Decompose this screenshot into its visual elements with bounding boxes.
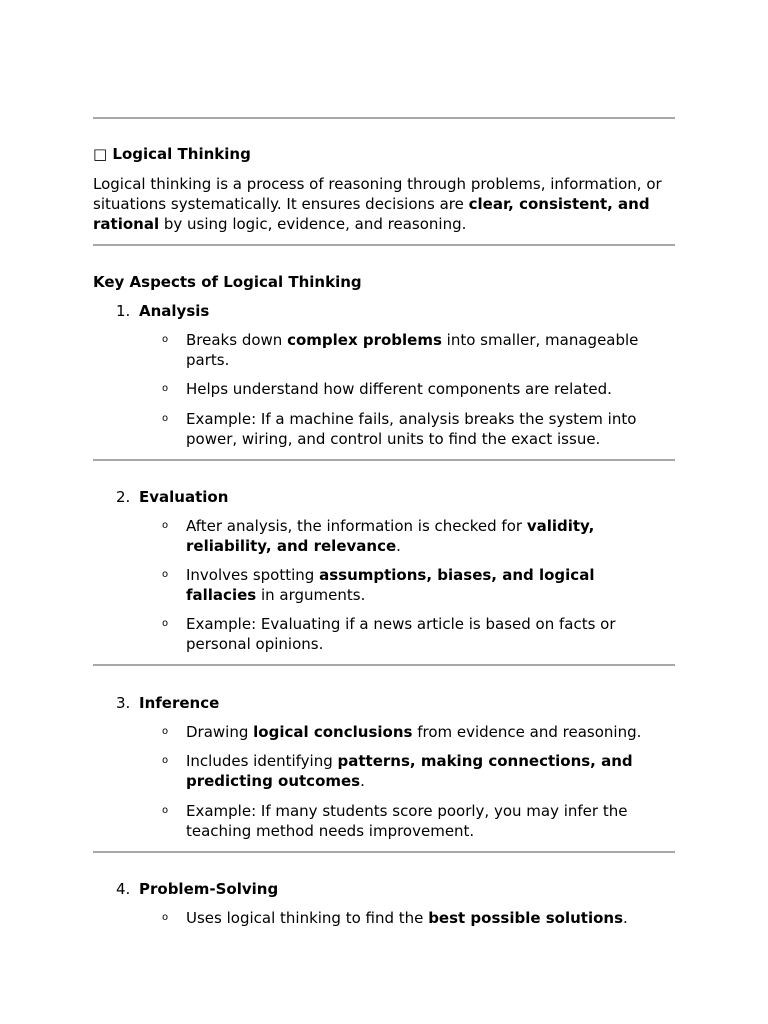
intro-text-end: by using logic, evidence, and reasoning. — [159, 215, 467, 233]
intro-text-bold: clear, consistent, and rational — [93, 195, 650, 233]
bullet-icon: o — [162, 569, 169, 580]
horizontal-rule — [93, 459, 675, 461]
bullet-icon: o — [162, 805, 169, 816]
bullet-text: After analysis, the information is checked for validity, reliability, and relevance. — [186, 517, 595, 555]
bullet-text: Example: Evaluating if a news article is based on facts or personal opinions. — [186, 615, 616, 653]
bullet-text: Includes identifying patterns, making connections, and predicting outcomes. — [186, 752, 633, 790]
list-number: 4. — [116, 880, 131, 898]
bullet-icon: o — [162, 755, 169, 766]
list-number: 3. — [116, 694, 131, 712]
aspect-label: Problem-Solving — [139, 880, 279, 898]
bullet-icon: o — [162, 383, 169, 394]
intro-text-start: Logical thinking is a process of reasoning through problems, information, or situations systematically. It ensures decisions are — [93, 175, 662, 213]
aspect-label: Analysis — [139, 302, 210, 320]
bullet-text: Drawing logical conclusions from evidence and reasoning. — [186, 723, 642, 741]
aspect-label: Inference — [139, 694, 220, 712]
section-heading: Key Aspects of Logical Thinking — [93, 273, 362, 291]
horizontal-rule — [93, 244, 675, 246]
document-title — [93, 144, 675, 164]
placeholder-glyph-icon: □ — [93, 145, 108, 163]
horizontal-rule — [93, 664, 675, 666]
list-number: 2. — [116, 488, 131, 506]
bullet-icon: o — [162, 618, 169, 629]
bullet-text: Example: If many students score poorly, you may infer the teaching method needs improvement. — [186, 802, 628, 840]
bullet-text: Breaks down complex problems into smaller, manageable parts. — [186, 331, 639, 369]
bullet-icon: o — [162, 334, 169, 345]
bullet-icon: o — [162, 726, 169, 737]
horizontal-rule — [93, 851, 675, 853]
bullet-icon: o — [162, 912, 169, 923]
bullet-text: Helps understand how different components are related. — [186, 380, 612, 398]
bullet-icon: o — [162, 520, 169, 531]
horizontal-rule — [93, 117, 675, 119]
intro-paragraph — [93, 174, 675, 234]
bullet-text: Example: If a machine fails, analysis breaks the system into power, wiring, and control units to find the exact issue. — [186, 410, 637, 448]
aspect-label: Evaluation — [139, 488, 229, 506]
bullet-icon: o — [162, 413, 169, 424]
title-text: Logical Thinking — [112, 145, 251, 163]
bullet-text: Uses logical thinking to find the best possible solutions. — [186, 909, 628, 927]
bullet-text: Involves spotting assumptions, biases, and logical fallacies in arguments. — [186, 566, 595, 604]
list-number: 1. — [116, 302, 131, 320]
